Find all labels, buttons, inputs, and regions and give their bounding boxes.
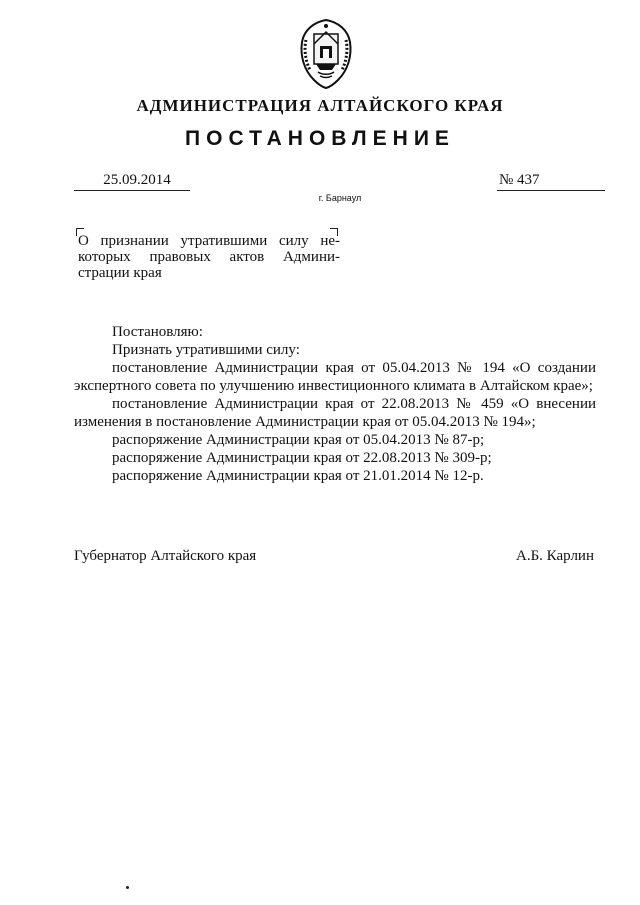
organization-title: АДМИНИСТРАЦИЯ АЛТАЙСКОГО КРАЯ	[136, 96, 504, 115]
signature-block	[74, 548, 594, 565]
body-item: распоряжение Администрации края от 05.04.2013 № 87-р;	[112, 432, 485, 448]
number-underline	[497, 190, 605, 191]
document-date: 25.09.2014	[103, 172, 171, 188]
body-item: распоряжение Администрации края от 22.08.2013 № 309-р;	[112, 450, 492, 466]
document-number: № 437	[499, 172, 540, 188]
date-underline	[74, 190, 190, 191]
body-item: распоряжение Администрации края от 21.01.2014 № 12-р.	[112, 468, 484, 484]
body-item: постановление Администрации края от 05.04.2013 № 194 «О создании экспертного совета по улучшению инвестиционного климата в Алтайском крае»;	[74, 360, 596, 394]
document-type-heading: ПОСТАНОВЛЕНИЕ	[185, 127, 455, 150]
body-intro: Постановляю:	[112, 324, 203, 340]
subject-line: которых правовых актов Админи-	[78, 249, 340, 265]
subject-line: страции края	[78, 265, 162, 281]
signatory-name: А.Б. Карлин	[515, 548, 594, 564]
document-subject	[78, 233, 340, 281]
signatory-position: Губернатор Алтайского края	[74, 548, 257, 564]
subject-line: О признании утратившими силу не-	[78, 233, 340, 249]
city-label: г. Барнаул	[318, 193, 362, 203]
scan-mark	[126, 886, 129, 889]
body-item: постановление Администрации края от 22.08.2013 № 459 «О внесении изменения в постановление Администрации края от 05.04.2013 № 194»;	[74, 396, 596, 430]
body-lead: Признать утратившими силу:	[112, 342, 300, 358]
coat-of-arms-emblem-icon	[296, 18, 356, 90]
document-body	[74, 323, 596, 485]
